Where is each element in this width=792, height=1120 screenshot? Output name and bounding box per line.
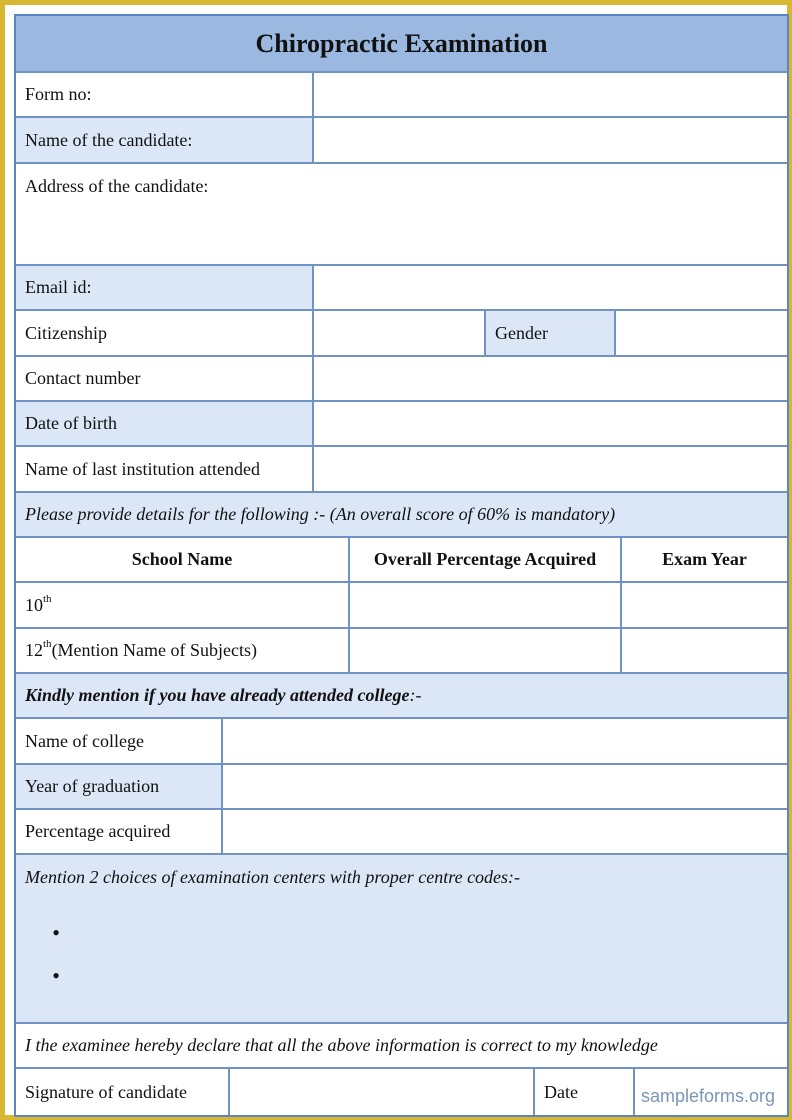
list-item: • (52, 920, 60, 945)
school-12th-label: 12th(Mention Name of Subjects) (25, 638, 258, 660)
school-table-header (16, 538, 787, 583)
last-institution-field[interactable] (314, 447, 787, 491)
percentage-header: Overall Percentage Acquired (350, 538, 622, 581)
exam-year-header: Exam Year (662, 549, 747, 569)
exam-form (14, 14, 789, 1117)
email-field[interactable] (314, 266, 787, 309)
exam-centers-note: Mention 2 choices of examination centers with proper centre codes:- (25, 867, 521, 887)
address-label: Address of the candidate: (25, 176, 209, 196)
list-item: • (52, 963, 60, 988)
school-10th-cell[interactable] (16, 583, 350, 627)
centre-choices-list (52, 920, 60, 1009)
college-name-field[interactable] (223, 719, 787, 763)
school-12th-cell[interactable] (16, 629, 350, 672)
gender-label: Gender (486, 311, 616, 355)
percentage-acquired-field[interactable] (223, 810, 787, 853)
form-header (16, 16, 787, 73)
year-12th-field[interactable] (622, 629, 787, 672)
last-institution-label: Name of last institution attended (16, 447, 314, 491)
declaration-text: I the examinee hereby declare that all the above information is correct to my knowledge (25, 1035, 658, 1055)
address-row (16, 164, 787, 266)
watermark: sampleforms.org (640, 1086, 775, 1106)
form-no-row (16, 73, 787, 118)
signature-label: Signature of candidate (16, 1069, 230, 1115)
contact-field[interactable] (314, 357, 787, 400)
college-note-row (16, 674, 787, 719)
dob-field[interactable] (314, 402, 787, 445)
dob-row (16, 402, 787, 447)
last-institution-row (16, 447, 787, 493)
form-no-field[interactable] (314, 73, 787, 116)
citizenship-label: Citizenship (16, 311, 314, 355)
contact-label: Contact number (16, 357, 314, 400)
exam-centers-field[interactable] (16, 855, 787, 1022)
percentage-acquired-row (16, 810, 787, 855)
gender-field[interactable] (616, 311, 787, 355)
college-name-row (16, 719, 787, 765)
percentage-acquired-label: Percentage acquired (16, 810, 223, 853)
candidate-name-label: Name of the candidate: (16, 118, 314, 162)
school-name-header: School Name (16, 538, 350, 581)
college-note: Kindly mention if you have already attended college :- (16, 674, 787, 717)
exam-centers-row (16, 855, 787, 1024)
score-note-row (16, 493, 787, 538)
signature-field[interactable] (230, 1069, 535, 1115)
candidate-name-row (16, 118, 787, 164)
table-row (16, 583, 787, 629)
email-label: Email id: (16, 266, 314, 309)
candidate-name-field[interactable] (314, 118, 787, 162)
percentage-12th-field[interactable] (350, 629, 622, 672)
citizenship-gender-row (16, 311, 787, 357)
score-note: Please provide details for the following :- (An overall score of 60% is mandatory) (16, 493, 787, 536)
graduation-year-row (16, 765, 787, 810)
email-row (16, 266, 787, 311)
contact-row (16, 357, 787, 402)
form-no-label: Form no: (16, 73, 314, 116)
form-title: Chiropractic Examination (255, 28, 548, 58)
declaration-row (16, 1024, 787, 1069)
address-field[interactable] (16, 164, 787, 264)
year-10th-field[interactable] (622, 583, 787, 627)
college-name-label: Name of college (16, 719, 223, 763)
percentage-10th-field[interactable] (350, 583, 622, 627)
date-label: Date (535, 1069, 635, 1115)
dob-label: Date of birth (16, 402, 314, 445)
citizenship-field[interactable] (314, 311, 486, 355)
school-10th-label: 10th (25, 592, 52, 615)
graduation-year-label: Year of graduation (16, 765, 223, 808)
table-row (16, 629, 787, 674)
graduation-year-field[interactable] (223, 765, 787, 808)
